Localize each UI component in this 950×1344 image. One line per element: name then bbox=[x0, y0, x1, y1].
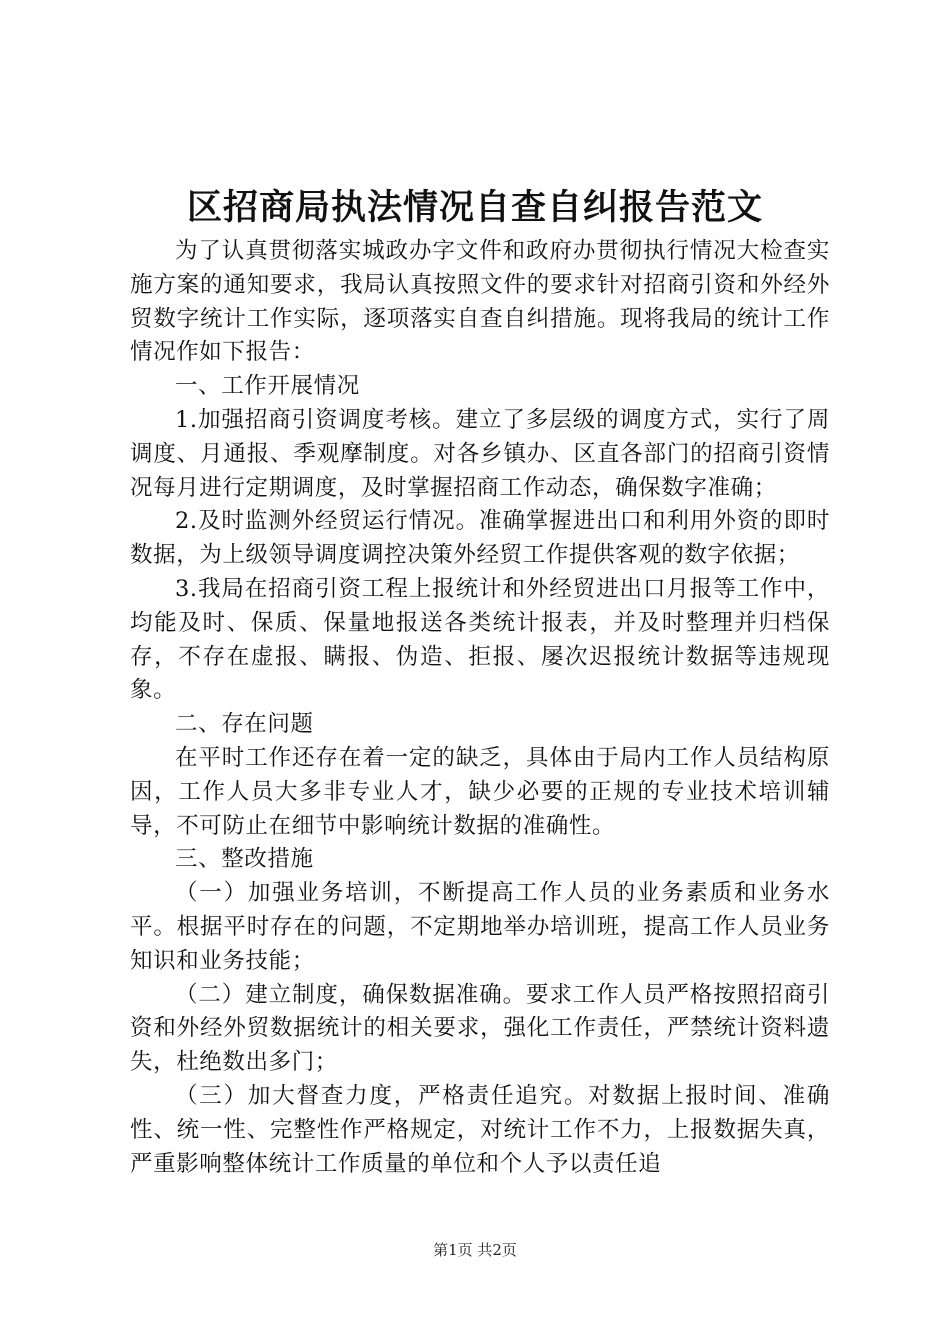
page-footer bbox=[0, 1240, 950, 1260]
section-heading-measures: 三、整改措施 bbox=[175, 846, 314, 873]
page-number: 第1页 共2页 bbox=[433, 1241, 517, 1259]
measure-item-2: （二）建立制度，确保数据准确。要求工作人员严格按照招商引资和外经外贸数据统计的相关要求，强化工作责任，严禁统计资料遗失，杜绝数出多门； bbox=[130, 981, 830, 1076]
document-title: 区招商局执法情况自查自纠报告范文 bbox=[186, 187, 763, 228]
problems-paragraph: 在平时工作还存在着一定的缺乏，具体由于局内工作人员结构原因，工作人员大多非专业人才，缺少必要的正规的专业技术培训辅导，不可防止在细节中影响统计数据的准确性。 bbox=[130, 744, 830, 839]
work-item-1: 1.加强招商引资调度考核。建立了多层级的调度方式，实行了周调度、月通报、季观摩制度。对各乡镇办、区直各部门的招商引资情况每月进行定期调度，及时掌握招商工作动态，确保数字准确； bbox=[130, 406, 830, 501]
work-item-2: 2.及时监测外经贸运行情况。准确掌握进出口和利用外资的即时数据，为上级领导调度调控决策外经贸工作提供客观的数字依据； bbox=[130, 508, 830, 569]
measure-item-3: （三）加大督查力度，严格责任追究。对数据上报时间、准确性、统一性、完整性作严格规定，对统计工作不力，上报数据失真，严重影响整体统计工作质量的单位和个人予以责任追 bbox=[130, 1082, 830, 1177]
section-heading-problems: 二、存在问题 bbox=[175, 711, 314, 738]
document-body bbox=[130, 235, 830, 1181]
work-item-3: 3.我局在招商引资工程上报统计和外经贸进出口月报等工作中，均能及时、保质、保量地报送各类统计报表，并及时整理并归档保存，不存在虚报、瞒报、伪造、拒报、屡次迟报统计数据等违规现象。 bbox=[130, 575, 830, 704]
section-heading-work-status: 一、工作开展情况 bbox=[175, 373, 360, 400]
measure-item-1: （一）加强业务培训，不断提高工作人员的业务素质和业务水平。根据平时存在的问题，不定期地举办培训班，提高工作人员业务知识和业务技能； bbox=[130, 880, 830, 974]
intro-paragraph: 为了认真贯彻落实城政办字文件和政府办贯彻执行情况大检查实施方案的通知要求，我局认真按照文件的要求针对招商引资和外经外贸数字统计工作实际，逐项落实自查自纠措施。现将我局的统计工作情况作如下报告： bbox=[130, 238, 830, 366]
